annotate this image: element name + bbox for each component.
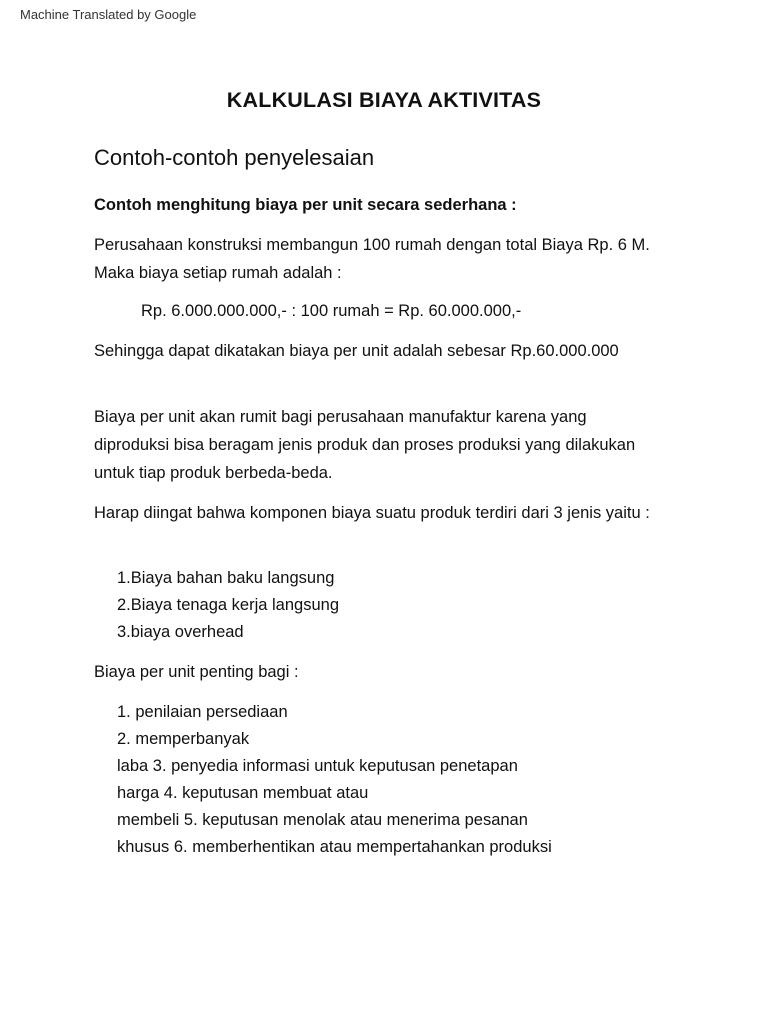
paragraph-construction-example: Perusahaan konstruksi membangun 100 rumah dengan total Biaya Rp. 6 M. Maka biaya setiap rumah adalah : bbox=[94, 236, 650, 282]
page-title: KALKULASI BIAYA AKTIVITAS bbox=[226, 88, 542, 112]
list-item: laba 3. penyedia informasi untuk keputusan penetapan bbox=[117, 757, 518, 775]
formula-line: Rp. 6.000.000.000,- : 100 rumah = Rp. 60.000.000,- bbox=[141, 302, 522, 320]
importance-intro: Biaya per unit penting bagi : bbox=[94, 663, 299, 681]
machine-translation-banner: Machine Translated by Google bbox=[20, 7, 197, 22]
list-item: membeli 5. keputusan menolak atau menerima pesanan bbox=[117, 811, 528, 829]
section-heading: Contoh-contoh penyelesaian bbox=[94, 145, 375, 170]
subheading: Contoh menghitung biaya per unit secara sederhana : bbox=[94, 196, 517, 214]
list-item: harga 4. keputusan membuat atau bbox=[117, 784, 369, 802]
list-item: 2.Biaya tenaga kerja langsung bbox=[117, 596, 339, 614]
paragraph-manufacturing: Biaya per unit akan rumit bagi perusahaan manufaktur karena yang diproduksi bisa beragam jenis produk dan proses produksi yang dilakukan untuk tiap produk berbeda-beda. bbox=[94, 408, 636, 482]
list-item: 2. memperbanyak bbox=[117, 730, 250, 748]
list-item: 1. penilaian persediaan bbox=[117, 703, 288, 721]
list-item: 1.Biaya bahan baku langsung bbox=[117, 569, 335, 587]
paragraph-cost-components: Harap diingat bahwa komponen biaya suatu produk terdiri dari 3 jenis yaitu : bbox=[94, 504, 650, 522]
conclusion-line: Sehingga dapat dikatakan biaya per unit adalah sebesar Rp.60.000.000 bbox=[94, 342, 619, 360]
list-item: khusus 6. memberhentikan atau mempertahankan produksi bbox=[117, 838, 552, 856]
list-item: 3.biaya overhead bbox=[117, 623, 244, 641]
